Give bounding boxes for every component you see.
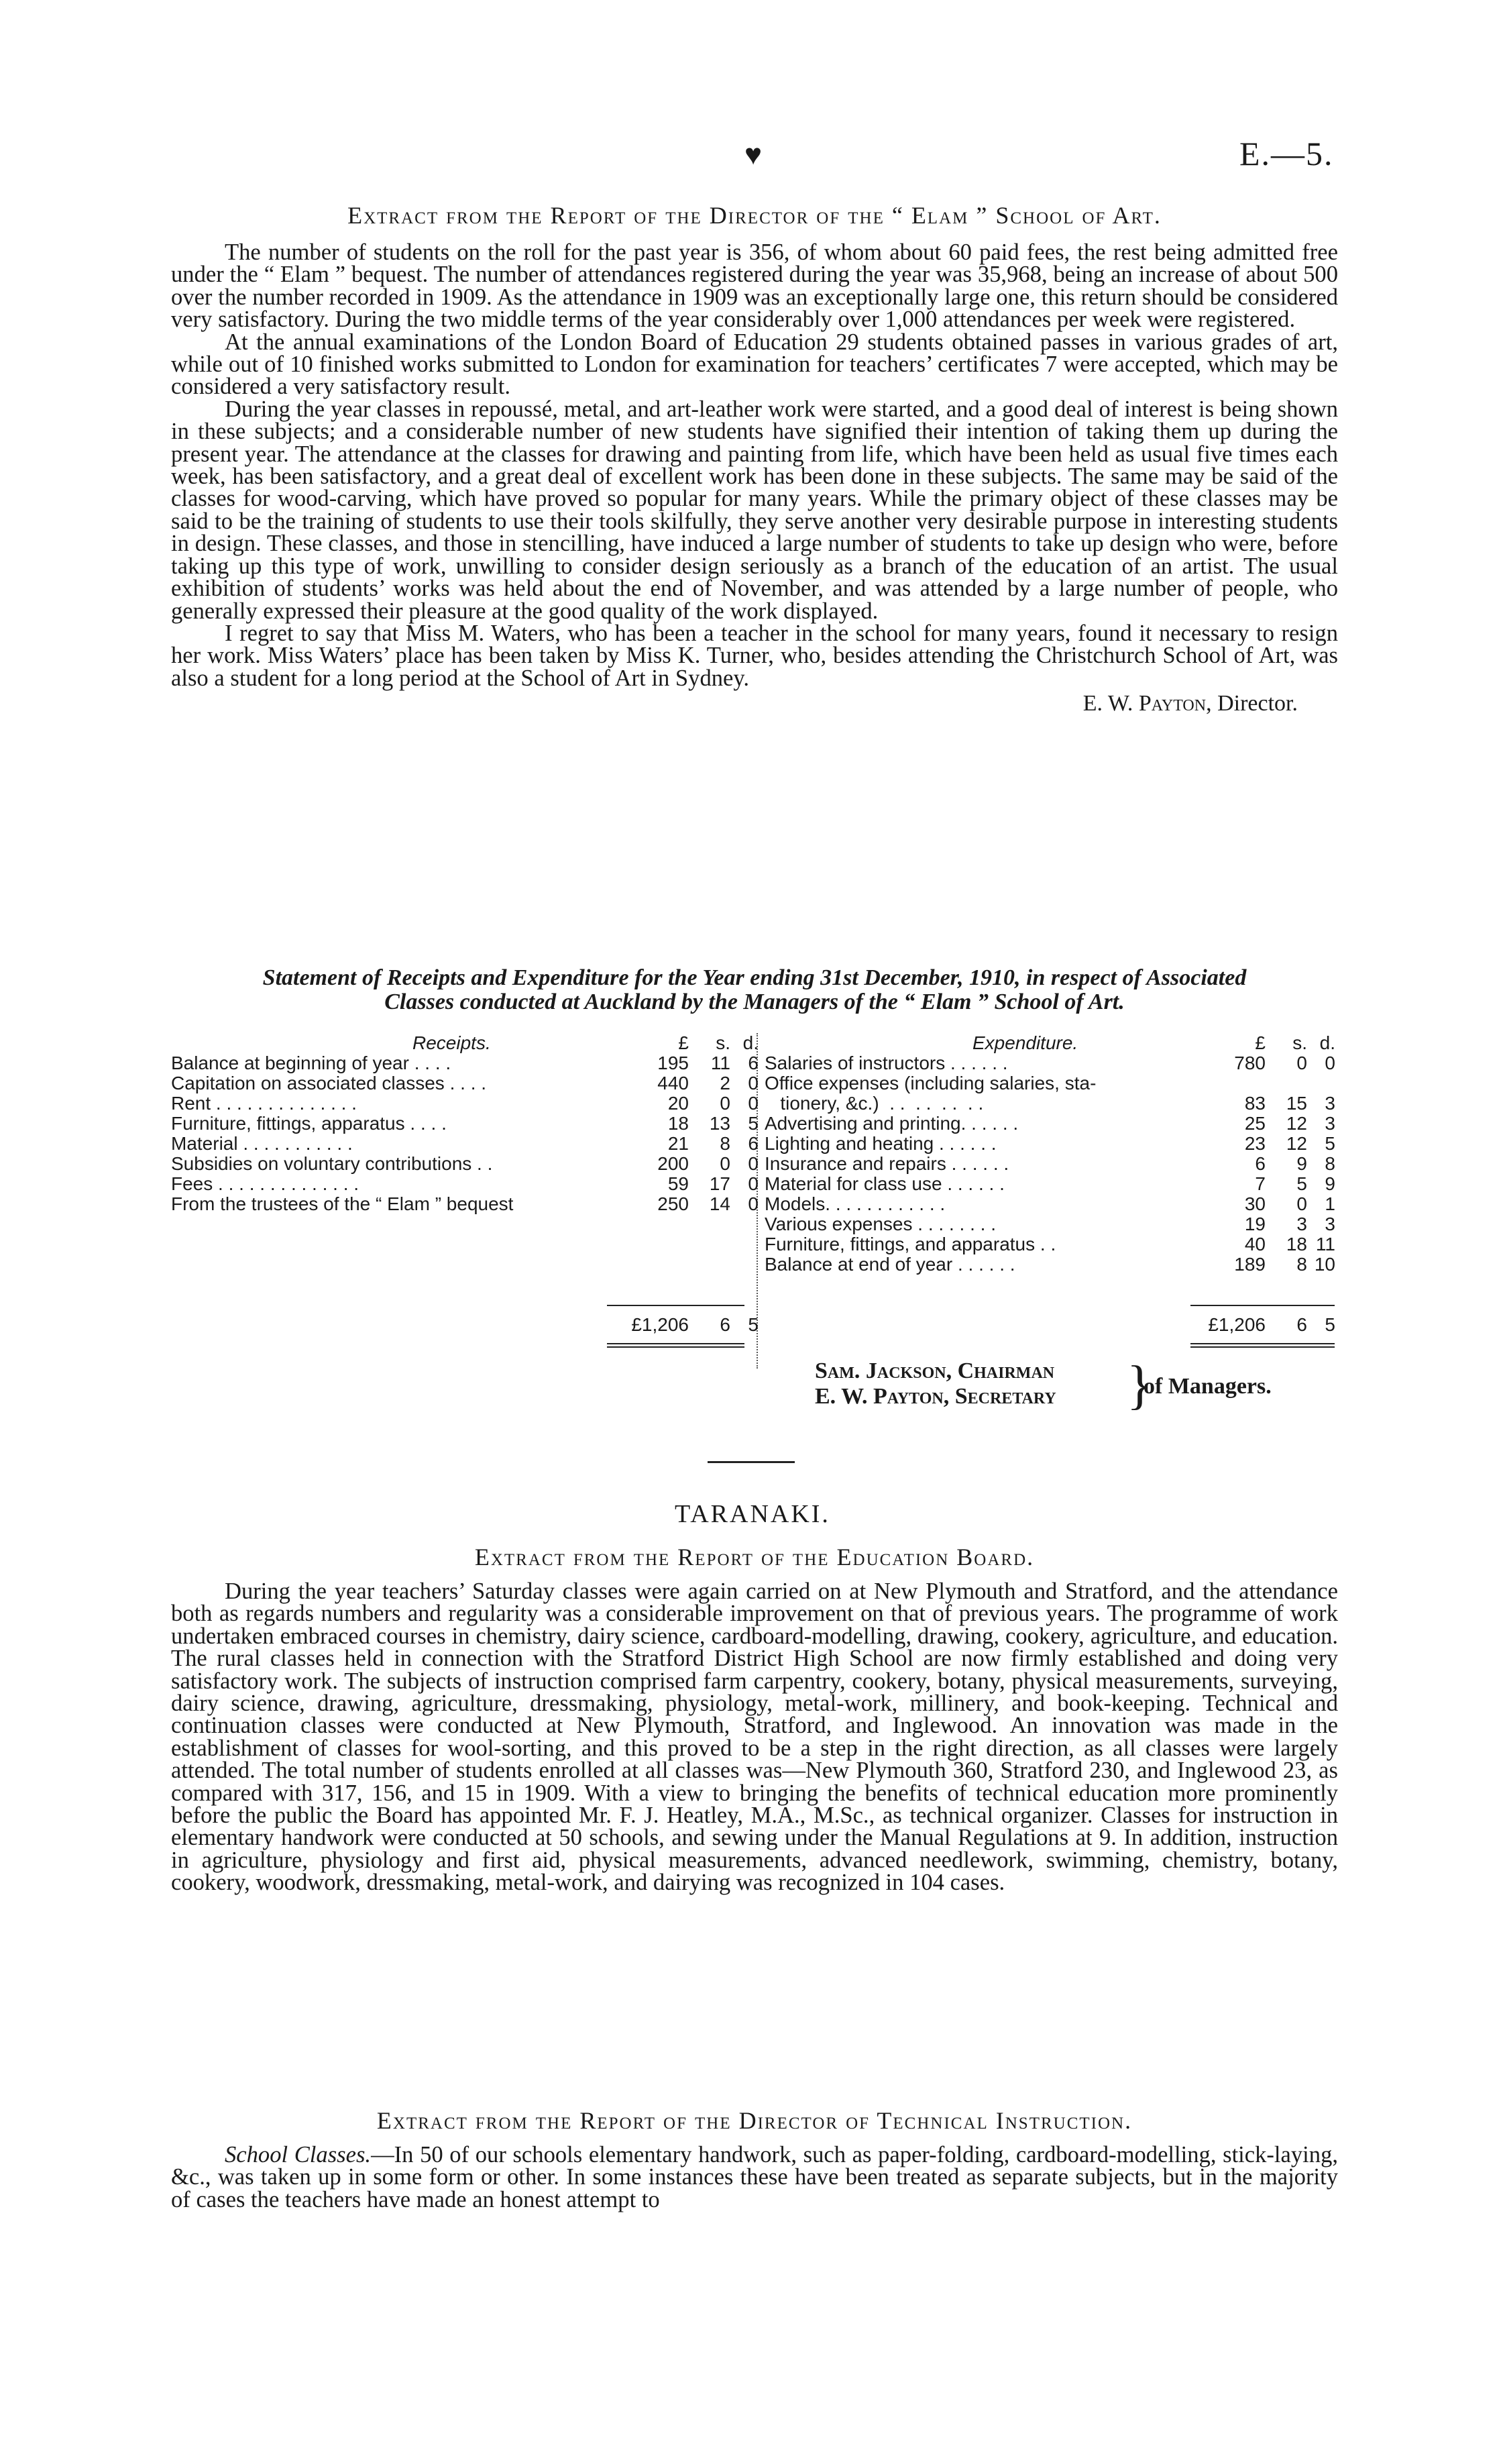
table-row: Material . . . . . . . . . . . 21 8 6 — [171, 1133, 759, 1154]
table-row: From the trustees of the “ Elam ” bequest 250 14 0 — [171, 1193, 759, 1214]
statement-title — [171, 966, 1338, 1014]
table-row: tionery, &c.) . . . . . . . . 83 15 3 — [765, 1093, 1335, 1114]
table-row: Subsidies on voluntary contributions . . 200 0 0 — [171, 1153, 759, 1174]
technical-report-title: Extract from the Report of the Director of Technical Instruction. — [376, 2107, 1133, 2134]
table-row: Rent . . . . . . . . . . . . . . 20 0 0 — [171, 1093, 759, 1114]
col-shillings: s. — [716, 1032, 730, 1053]
table-row: Advertising and printing. . . . . . 25 12 3 — [765, 1113, 1335, 1134]
table-row: Salaries of instructors . . . . . . 780 0 0 — [765, 1053, 1335, 1073]
elam-paragraph-3: During the year classes in repoussé, metal, and art-leather work were started, and a good deal of interest is being shown in these subjects; and a considerable number of new students have signified their intention of taking them up during the present year. The attendance at the classes for drawing and painting from life, which have been held as usual five times each week, has been satisfactory, and a great deal of excellent work has been done in these subjects. The same may be said of the classes for wood-carving, which have proved so popular for many years. While the primary object of these classes may be said to be the training of students to use their tools skilfully, they serve another very desirable purpose in interesting students in design. These classes, and those in stencilling, have induced a large number of students to take up design who were, before taking up this type of work, unwilling to consider design seriously as a branch of the education of an artist. The usual exhibition of students’ works was held about the end of November, and was attended by a large number of people, who generally expressed their pleasure at the good quality of the work displayed. — [171, 396, 1338, 624]
elam-paragraph-4: I regret to say that Miss M. Waters, who has been a teacher in the school for many years, found it necessary to resign her work. Miss Waters’ place has been taken by Miss K. Turner, who, besides attending the Christchurch School of Art, was also a student for a long period at the School of Art in Sydney. — [171, 620, 1338, 691]
elam-paragraph-1: The number of students on the roll for the past year is 356, of whom about 60 paid fees, the rest being admitted free under the “ Elam ” bequest. The number of attendances registered during the year was 35,968, being an increase of about 500 over the number recorded in 1909. As the attendance in 1909 was an exceptionally large one, this return should be considered very satisfactory. During the two middle terms of the year considerably over 1,000 attendances per week were registered. — [171, 239, 1338, 333]
table-row: Fees . . . . . . . . . . . . . . 59 17 0 — [171, 1173, 759, 1194]
section-separator — [708, 1461, 795, 1463]
receipts-total-row: £1,206 6 5 — [631, 1314, 759, 1335]
table-row: Lighting and heating . . . . . . 23 12 5 — [765, 1133, 1335, 1154]
signatory-chairman: Sam. Jackson, Chairman — [815, 1358, 1055, 1383]
col-pence: d. — [742, 1032, 759, 1053]
signatory-secretary: E. W. Payton, Secretary — [815, 1384, 1056, 1409]
table-row: Models. . . . . . . . . . . . 30 0 1 — [765, 1193, 1335, 1214]
col-pounds: £ — [678, 1032, 689, 1053]
expenditure-column — [765, 1032, 1338, 1335]
brace-icon: } — [1127, 1356, 1153, 1415]
receipts-header-row — [171, 1033, 761, 1053]
receipts-rule-top — [607, 1305, 744, 1306]
elam-signature — [171, 691, 1338, 716]
receipts-total-pounds: £1,206 — [631, 1314, 689, 1335]
school-classes-lead: School Classes. — [225, 2142, 372, 2167]
taranaki-board-section — [171, 1543, 1338, 1894]
table-row: Furniture, fittings, and apparatus . . 40 18 11 — [765, 1234, 1335, 1254]
table-row: Various expenses . . . . . . . . 19 3 3 — [765, 1214, 1335, 1234]
technical-paragraph: School Classes.—In 50 of our schools elementary handwork, such as paper-folding, cardboard-modelling, stick-laying, &c., was taken up in some form or other. In some instances these have been treated as separate subjects, but in the majority of cases the teachers have made an honest attempt to — [171, 2142, 1339, 2212]
statement-title-line2: Classes conducted at Auckland by the Managers of the “ Elam ” School of Art. — [384, 989, 1125, 1014]
signatories — [815, 1358, 1056, 1409]
expenditure-heading: Expenditure. — [972, 1032, 1078, 1053]
taranaki-heading: TARANAKI. — [675, 1500, 830, 1528]
table-row: Material for class use . . . . . . 7 5 9 — [765, 1173, 1335, 1194]
receipts-rule-bottom — [607, 1343, 744, 1344]
of-managers-label: of Managers. — [1144, 1374, 1272, 1399]
table-row: Furniture, fittings, apparatus . . . . 18 13 5 — [171, 1113, 759, 1134]
board-paragraph: During the year teachers’ Saturday classes were again carried on at New Plymouth and Stratford, and the attendance both as regards numbers and regularity was a considerable improvement on that of previous years. The programme of work undertaken embraced courses in chemistry, dairy science, cardboard-modelling, drawing, cookery, agriculture, and education. The rural classes held in connection with the Stratford District High School are now firmly established and doing very satisfactory work. The subjects of instruction comprised farm carpentry, cookery, botany, physical measurements, surveying, dairy science, drawing, agriculture, dressmaking, physiology, metal-work, millinery, and book-keeping. Technical and continuation classes were conducted at New Plymouth, Stratford, and Inglewood. An innovation was made in the establishment of classes for wool-sorting, and this proved to be a step in the right direction, as all classes were largely attended. The total number of students enrolled at all classes was—New Plymouth 360, Stratford 230, and Inglewood 23, as compared with 317, 156, and 15 in 1909. With a view to bringing the benefits of technical education more prominently before the public the Board has appointed Mr. F. J. Heatley, M.A., M.Sc., as technical organizer. Classes for instruction in elementary handwork were conducted at 50 schools, and sewing under the Manual Regulations at 9. In addition, instruction in agriculture, physiology and first aid, physical measurements, advanced needlework, swimming, chemistry, botany, cookery, woodwork, dressmaking, metal-work, and dairying was recognized in 104 cases. — [171, 1578, 1338, 1896]
signature-name: E. W. Payton — [1082, 691, 1207, 716]
elam-paragraph-2: At the annual examinations of the London Board of Education 29 students obtained passes in various grades of art, while out of 10 finished works submitted to London for examination for teachers’ certificates 7 were accepted, which may be considered a very satisfactory result. — [171, 329, 1338, 400]
table-row: Balance at end of year . . . . . . 189 8 10 — [765, 1254, 1335, 1275]
table-row: Balance at beginning of year . . . . 195 11 6 — [171, 1053, 759, 1073]
expenditure-total-row: £1,206 6 5 — [1208, 1314, 1335, 1335]
receipts-expenditure-table — [171, 1033, 1338, 1369]
board-report-title: Extract from the Report of the Education Board. — [474, 1544, 1035, 1570]
statement-title-line1: Statement of Receipts and Expenditure for the Year ending 31st December, 1910, in respect of Associated — [262, 965, 1247, 990]
header-ornament: ♥ — [744, 138, 763, 171]
table-row: Capitation on associated classes . . . . 440 2 0 — [171, 1073, 759, 1093]
expenditure-rule-bottom — [1190, 1343, 1335, 1344]
page-reference: E.—5. — [1239, 135, 1334, 172]
technical-instruction-section — [171, 2106, 1338, 2211]
elam-report-title: Extract from the Report of the Director of the “ Elam ” School of Art. — [347, 202, 1162, 229]
expenditure-rule-top — [1190, 1305, 1335, 1306]
receipts-column — [171, 1032, 761, 1335]
table-row: Insurance and repairs . . . . . . 6 9 8 — [765, 1153, 1335, 1174]
elam-report-section — [171, 201, 1338, 716]
receipts-heading: Receipts. — [412, 1032, 491, 1053]
expenditure-total-pounds: £1,206 — [1208, 1314, 1266, 1335]
expenditure-header-row: Expenditure. £ s. d. — [972, 1032, 1335, 1053]
signature-role: , Director. — [1206, 691, 1298, 716]
table-row: Office expenses (including salaries, sta- — [765, 1073, 1097, 1093]
